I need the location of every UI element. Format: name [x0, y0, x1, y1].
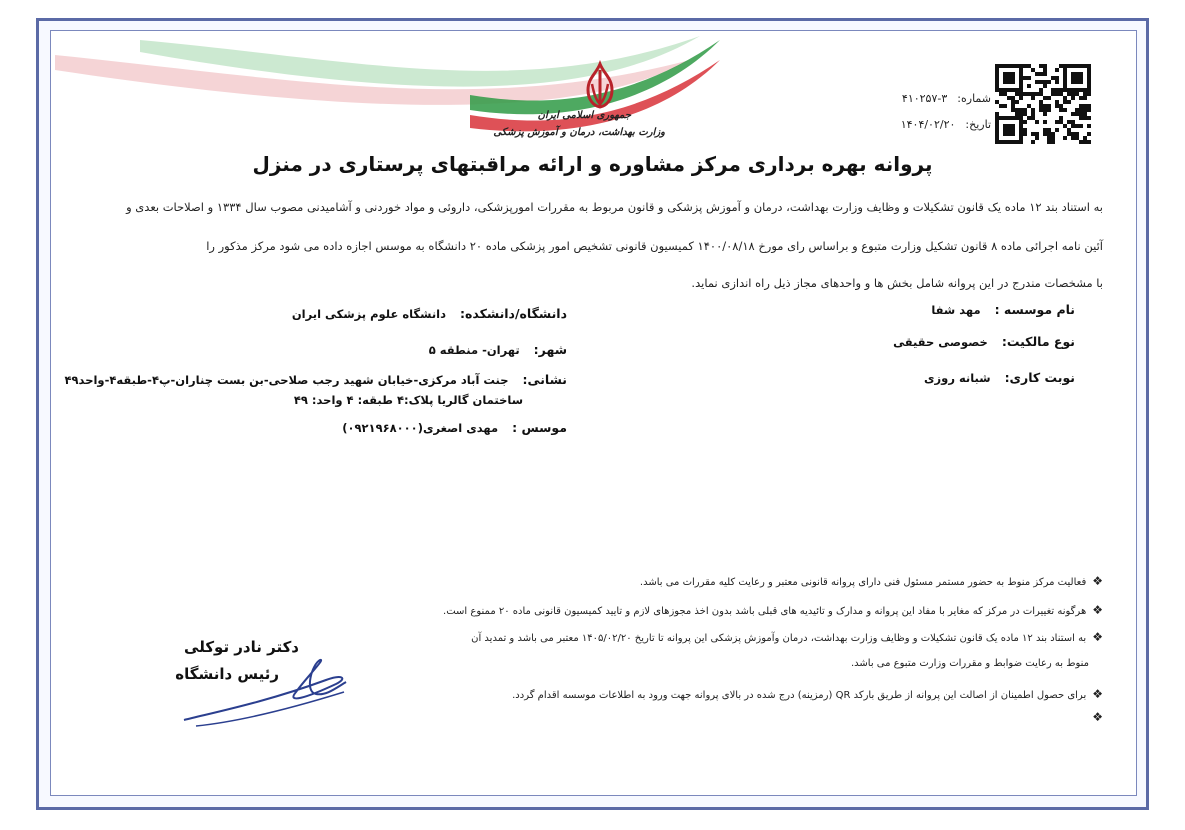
address-label: نشانی: [522, 372, 567, 387]
city-label: شهر: [533, 342, 567, 357]
ownership-field [893, 334, 1075, 349]
letter-number [902, 92, 991, 105]
note-3 [471, 630, 1103, 644]
note-2 [443, 603, 1103, 617]
qr-code-icon[interactable] [995, 64, 1091, 144]
address-value: جنت آباد مرکزی-خیابان شهید رجب صلاحی-بن بست چناران-پ۴-طبقه۴-واحد۴۹ [64, 373, 509, 387]
intro-line-2: آئین نامه اجرائی ماده ۸ قانون تشکیل وزارت متبوع و براساس رای مورخ ۱۴۰۰/۰۸/۱۸ کمیسیون قانونی تشخیص امور پزشکی ماده ۲۰ دانشگاه به موسس اجازه داده می شود مرکز مذکور را [206, 239, 1103, 253]
date-value: ۱۴۰۴/۰۲/۲۰ [900, 118, 956, 131]
note-4 [512, 687, 1103, 701]
number-label: شماره: [957, 92, 991, 105]
institute-field [931, 302, 1075, 317]
institute-label: نام موسسه : [994, 302, 1075, 317]
ownership-label: نوع مالکیت: [1001, 334, 1075, 349]
shift-value: شبانه روزی [924, 371, 991, 385]
address-field-line-2 [294, 392, 523, 407]
intro-line-1: به استناد بند ۱۲ ماده یک قانون تشکیلات و وظایف وزارت بهداشت، درمان و آموزش پزشکی و قانون مربوط به مقررات امورپزشکی، داروئی و مواد خوردنی و آشامیدنی مصوب سال ۱۳۳۴ و اصلاحات بعدی و [126, 200, 1103, 214]
note-1 [640, 574, 1103, 588]
note-3-text: به استناد بند ۱۲ ماده یک قانون تشکیلات و وظایف وزارت بهداشت، درمان وآموزش پزشکی این پروانه تا تاریخ ۱۴۰۵/۰۲/۲۰ معتبر می باشد و تمدید آن [471, 633, 1087, 644]
bullet-icon: ❖ [1092, 603, 1103, 617]
institute-value: مهد شفا [931, 303, 981, 317]
date-label: تاریخ: [965, 118, 991, 131]
university-value: دانشگاه علوم پزشکی ایران [291, 307, 446, 321]
bullet-icon: ❖ [1092, 630, 1103, 644]
ownership-value: خصوصی حقیقی [893, 335, 988, 349]
signatory-name: دکتر نادر توکلی [184, 638, 299, 656]
shift-label: نوبت کاری: [1004, 370, 1075, 385]
number-value: ۳-۴۱۰۲۵۷ [901, 92, 948, 105]
university-field [292, 306, 567, 321]
government-name: جمهوری اسلامی ایران [537, 110, 631, 121]
city-field [429, 342, 567, 357]
founder-value: مهدی اصغری(۰۹۲۱۹۶۸۰۰۰) [342, 421, 499, 435]
bullet-icon: ❖ [1092, 574, 1103, 588]
note-3-continuation [851, 658, 1089, 669]
note-1-text: فعالیت مرکز منوط به حضور مستمر مسئول فنی دارای پروانه قانونی معتبر و رعایت کلیه مقررات می باشد. [639, 577, 1087, 588]
intro-line-3: با مشخصات مندرج در این پروانه شامل بخش ها و واحدهای مجاز ذیل راه اندازی نماید. [691, 276, 1103, 290]
note-4-text: برای حصول اطمینان از اصالت این پروانه از طریق بارکد QR (رمزینه) درج شده در بالای پروانه جهت ورود به اطلاعات موسسه اقدام گردد. [512, 690, 1087, 701]
note-3-continuation-text: منوط به رعایت ضوابط و مقررات وزارت متبوع می باشد. [850, 658, 1089, 669]
handwritten-signature [176, 652, 356, 732]
bullet-icon: ❖ [1092, 710, 1103, 724]
ministry-name: وزارت بهداشت، درمان و آموزش پزشکی [493, 127, 665, 138]
note-5 [1086, 710, 1103, 724]
shift-field [924, 370, 1075, 385]
letter-date [901, 118, 991, 131]
university-label: دانشگاه/دانشکده: [459, 306, 567, 321]
city-value: تهران- منطقه ۵ [428, 343, 520, 357]
address-field [65, 372, 568, 387]
note-2-text: هرگونه تغییرات در مرکز که مغایر با مفاد این پروانه و مدارک و تائیدیه های قبلی باشد بدون اخذ مجوزهای لازم و تایید کمیسیون قانونی ماده ۲۰ ممنوع است. [443, 606, 1087, 617]
document-title: پروانه بهره برداری مرکز مشاوره و ارائه مراقبتهای پرستاری در منزل [252, 152, 933, 176]
founder-label: موسس : [512, 420, 567, 435]
bullet-icon: ❖ [1092, 687, 1103, 701]
iran-emblem-icon [578, 60, 622, 110]
signatory-title: رئیس دانشگاه [175, 665, 279, 683]
founder-field [342, 420, 567, 435]
address-value-2: ساختمان گالریا پلاک:۴ طبقه: ۴ واحد: ۴۹ [293, 393, 523, 407]
